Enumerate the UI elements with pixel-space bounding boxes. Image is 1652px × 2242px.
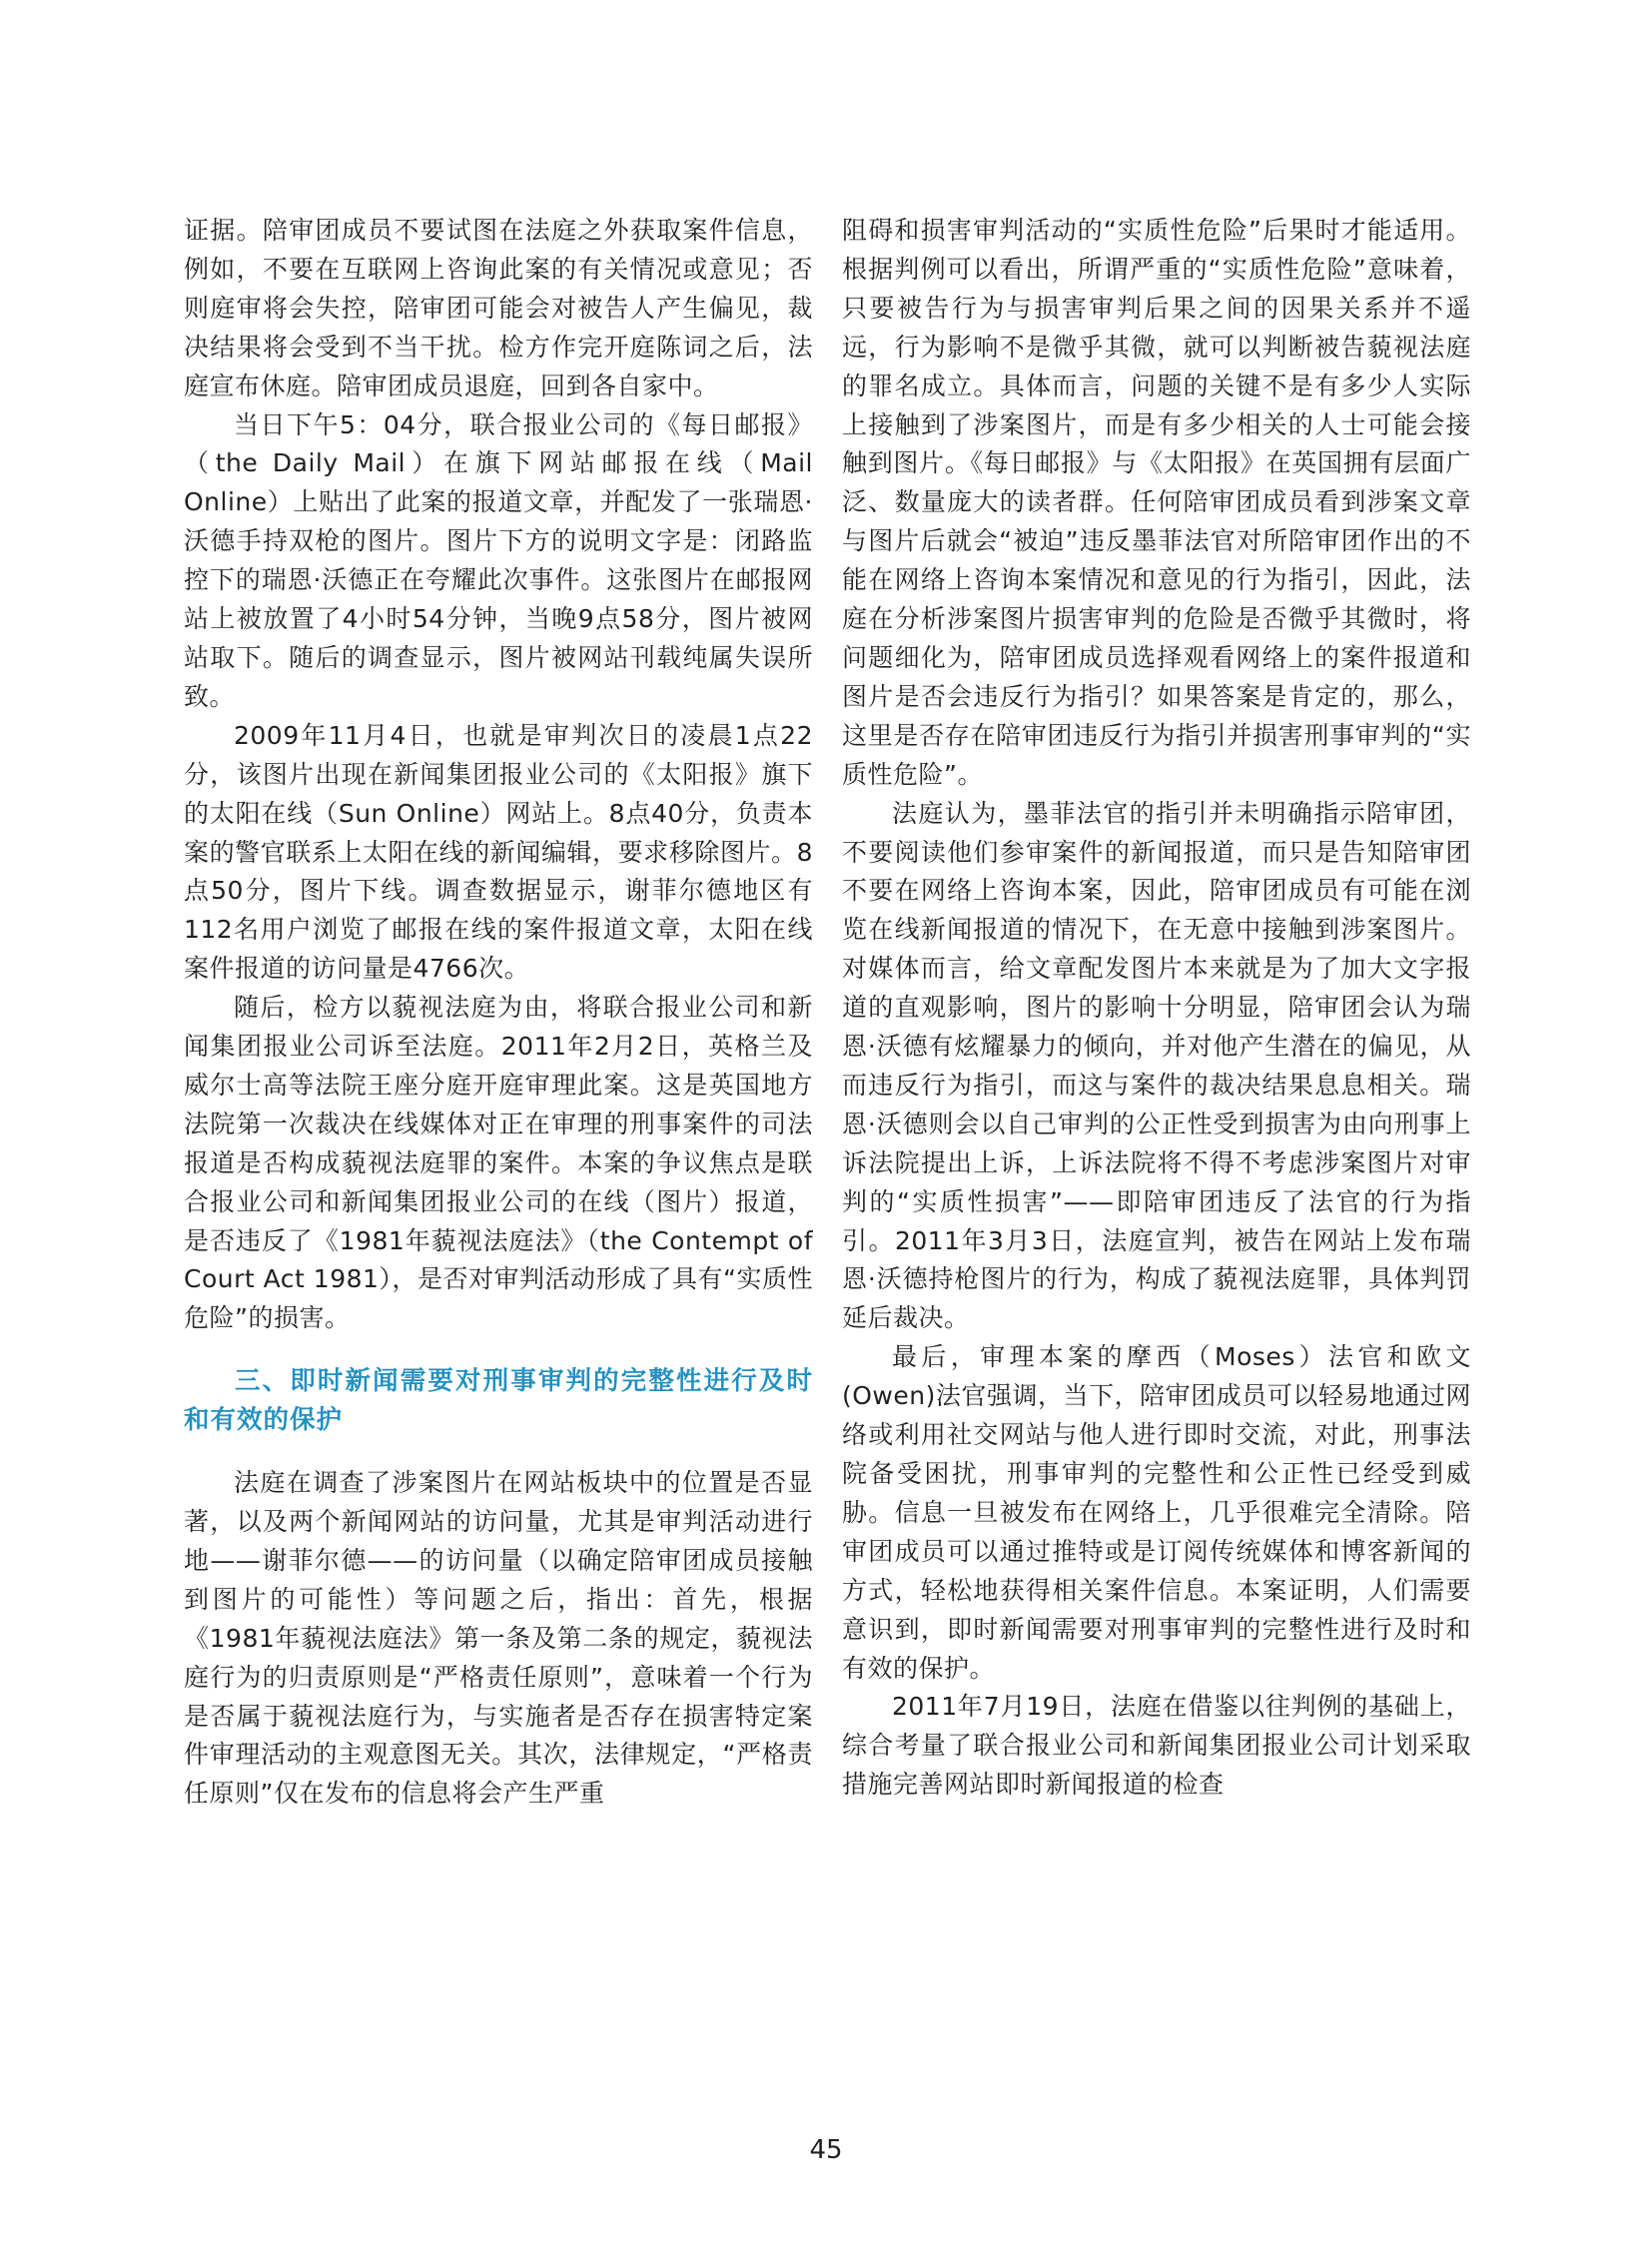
right-column [842,212,1471,1805]
left-column [184,212,813,1814]
paragraph-continued: 证据。陪审团成员不要试图在法庭之外获取案件信息，例如，不要在互联网上咨询此案的有关情况或意见；否则庭审将会失控，陪审团可能会对被告人产生偏见，裁决结果将会受到不当干扰。检方作完开庭陈词之后，法庭宣布休庭。陪审团成员退庭，回到各自家中。 [184,216,813,400]
paragraph-july-ruling: 2011年7月19日，法庭在借鉴以往判例的基础上，综合考量了联合报业公司和新闻集团报业公司计划采取措施完善网站即时新闻报道的检查 [842,1692,1471,1800]
paragraph-judges-emphasis: 最后，审理本案的摩西（Moses）法官和欧文(Owen)法官强调，当下，陪审团成员可以轻易地通过网络或利用社交网站与他人进行即时交流，对此，刑事法院备受困扰，刑事审判的完整性和公正性已经受到威胁。信息一旦被发布在网络上，几乎很难完全清除。陪审团成员可以通过推特或是订阅传统媒体和博客新闻的方式，轻松地获得相关案件信息。本案证明，人们需要意识到，即时新闻需要对刑事审判的完整性进行及时和有效的保护。 [842,1342,1471,1683]
paragraph-sun-online: 2009年11月4日，也就是审判次日的凌晨1点22分，该图片出现在新闻集团报业公司的《太阳报》旗下的太阳在线（Sun Online）网站上。8点40分，负责本案的警官联系上太阳在线的新闻编辑，要求移除图片。8点50分，图片下线。调查数据显示，谢菲尔德地区有112名用户浏览了邮报在线的案件报道文章，太阳在线案件报道的访问量是4766次。 [184,720,813,984]
paragraph-prosecution: 随后，检方以藐视法庭为由，将联合报业公司和新闻集团报业公司诉至法庭。2011年2月2日，英格兰及威尔士高等法院王座分庭开庭审理此案。这是英国地方法院第一次裁决在线媒体对正在审理的刑事案件的司法报道是否构成藐视法庭罪的案件。本案的争议焦点是联合报业公司和新闻集团报业公司的在线（图片）报道，是否违反了《1981年藐视法庭法》（the Contempt of Court Act 1981），是否对审判活动形成了具有“实质性危险”的损害。 [184,993,813,1333]
page-number: 45 [809,2135,843,2165]
section-heading: 三、即时新闻需要对刑事审判的完整性进行及时和有效的保护 [184,1366,813,1436]
paragraph-substantial-risk: 阻碍和损害审判活动的“实质性危险”后果时才能适用。根据判例可以看出，所谓严重的“实质性危险”意味着，只要被告行为与损害审判后果之间的因果关系并不遥远，行为影响不是微乎其微，就可以判断被告藐视法庭的罪名成立。具体而言，问题的关键不是有多少人实际上接触到了涉案图片，而是有多少相关的人士可能会接触到图片。《每日邮报》与《太阳报》在英国拥有层面广泛、数量庞大的读者群。任何陪审团成员看到涉案文章与图片后就会“被迫”违反墨菲法官对所陪审团作出的不能在网络上咨询本案情况和意见的行为指引，因此，法庭在分析涉案图片损害审判的危险是否微乎其微时，将问题细化为，陪审团成员选择观看网络上的案件报道和图片是否会违反行为指引？如果答案是肯定的，那么，这里是否存在陪审团违反行为指引并损害刑事审判的“实质性危险”。 [842,216,1471,789]
paragraph-court-opinion: 法庭认为，墨菲法官的指引并未明确指示陪审团，不要阅读他们参审案件的新闻报道，而只是告知陪审团不要在网络上咨询本案，因此，陪审团成员有可能在浏览在线新闻报道的情况下，在无意中接触到涉案图片。对媒体而言，给文章配发图片本来就是为了加大文字报道的直观影响，图片的影响十分明显，陪审团会认为瑞恩·沃德有炫耀暴力的倾向，并对他产生潜在的偏见，从而违反行为指引，而这与案件的裁决结果息息相关。瑞恩·沃德则会以自己审判的公正性受到损害为由向刑事上诉法院提出上诉，上诉法院将不得不考虑涉案图片对审判的“实质性损害”——即陪审团违反了法官的行为指引。2011年3月3日，法庭宣判，被告在网站上发布瑞恩·沃德持枪图片的行为，构成了藐视法庭罪，具体判罚延后裁决。 [842,798,1471,1333]
paragraph-court-findings: 法庭在调查了涉案图片在网站板块中的位置是否显著，以及两个新闻网站的访问量，尤其是审判活动进行地——谢菲尔德——的访问量（以确定陪审团成员接触到图片的可能性）等问题之后，指出：首先，根据《1981年藐视法庭法》第一条及第二条的规定，藐视法庭行为的归责原则是“严格责任原则”，意味着一个行为是否属于藐视法庭行为，与实施者是否存在损害特定案件审理活动的主观意图无关。其次，法律规定，“严格责任原则”仅在发布的信息将会产生严重 [184,1468,813,1809]
paragraph-mail-online: 当日下午5：04分，联合报业公司的《每日邮报》（the Daily Mail）在旗下网站邮报在线（Mail Online）上贴出了此案的报道文章，并配发了一张瑞恩·沃德手持双枪的图片。图片下方的说明文字是：闭路监控下的瑞恩·沃德正在夸耀此次事件。这张图片在邮报网站上被放置了4小时54分钟，当晚9点58分，图片被网站取下。随后的调查显示，图片被网站刊载纯属失误所致。 [184,409,813,711]
